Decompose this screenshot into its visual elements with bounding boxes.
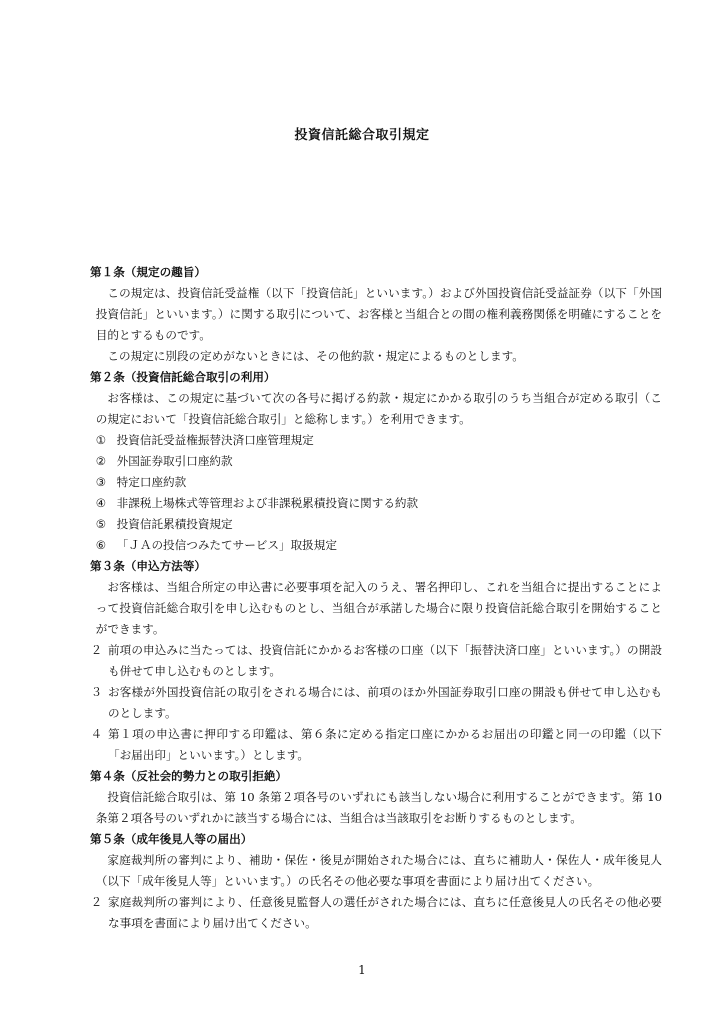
list-item-mark: ① — [95, 433, 107, 447]
numbered-clause — [90, 682, 662, 724]
list-item-mark: ④ — [95, 496, 107, 510]
article-paragraph: この規定は、投資信託受益権（以下「投資信託」といいます。）および外国投資信託受益証券（以下「外国投資信託」といいます。）に関する取引について、お客様と当組合との間の権利義務関係を明確にすることを目的とするものです。 — [95, 286, 662, 342]
list-item — [90, 472, 662, 493]
clause-text: お客様が外国投資信託の取引をされる場合には、前項のほか外国証券取引口座の開設も併せて申し込むものとします。 — [107, 685, 662, 720]
article-paragraph: この規定に別段の定めがないときには、その他約款・規定によるものとします。 — [107, 349, 524, 363]
clause-number: ４ — [90, 727, 103, 741]
clause-text: 第１項の申込書に押印する印鑑は、第６条に定める指定口座にかかるお届出の印鑑と同一の印鑑（以下「お届出印」といいます。）とします。 — [107, 727, 662, 762]
article-heading: 第２条（投資信託総合取引の利用） — [90, 370, 276, 384]
article-heading: 第４条（反社会的勢力との取引拒絶） — [90, 769, 288, 783]
list-item — [90, 514, 662, 535]
article-3 — [90, 556, 662, 766]
list-item-text: 外国証券取引口座約款 — [116, 454, 233, 468]
page-number: 1 — [358, 963, 366, 977]
article-paragraph: お客様は、当組合所定の申込書に必要事項を記入のうえ、署名押印し、これを当組合に提出することによって投資信託総合取引を申し込むものとし、当組合が承諾した場合に限り投資信託総合取引を開始することができます。 — [95, 580, 662, 636]
article-1 — [90, 262, 662, 367]
article-4 — [90, 766, 662, 829]
clause-number: ２ — [90, 895, 103, 909]
list-item — [90, 493, 662, 514]
list-item-mark: ⑥ — [95, 538, 107, 552]
article-heading: 第１条（規定の趣旨） — [90, 265, 206, 279]
numbered-clause — [90, 640, 662, 682]
document-title: 投資信託総合取引規定 — [294, 128, 430, 143]
article-heading: 第３条（申込方法等） — [90, 559, 206, 573]
document-body — [90, 262, 662, 934]
clause-number: ３ — [90, 685, 103, 699]
numbered-clause — [90, 724, 662, 766]
clause-text: 家庭裁判所の審判により、任意後見監督人の選任がされた場合には、直ちに任意後見人の氏名その他必要な事項を書面により届け出てください。 — [107, 895, 662, 930]
article-5 — [90, 829, 662, 934]
numbered-clause — [90, 892, 662, 934]
list-item-text: 特定口座約款 — [116, 475, 187, 489]
article-2 — [90, 367, 662, 556]
list-item-text: 投資信託受益権振替決済口座管理規定 — [116, 433, 314, 447]
list-item-text: 「ＪＡの投信つみたてサービス」取扱規定 — [116, 538, 337, 552]
list-item-text: 投資信託累積投資規定 — [116, 517, 233, 531]
clause-number: ２ — [90, 643, 103, 657]
article-heading: 第５条（成年後見人等の届出） — [90, 832, 253, 846]
article-paragraph: 家庭裁判所の審判により、補助・保佐・後見が開始された場合には、直ちに補助人・保佐人・成年後見人（以下「成年後見人等」といいます。）の氏名その他必要な事項を書面により届け出てください。 — [95, 853, 662, 888]
list-item — [90, 451, 662, 472]
list-item-mark: ③ — [95, 475, 107, 489]
list-item-mark: ② — [95, 454, 107, 468]
list-item — [90, 430, 662, 451]
list-item-text: 非課税上場株式等管理および非課税累積投資に関する約款 — [116, 496, 419, 510]
clause-text: 前項の申込みに当たっては、投資信託にかかるお客様の口座（以下「振替決済口座」といいます。）の開設も併せて申し込むものとします。 — [107, 643, 662, 678]
list-item-mark: ⑤ — [95, 517, 107, 531]
list-item — [90, 535, 662, 556]
article-paragraph: お客様は、この規定に基づいて次の各号に掲げる約款・規定にかかる取引のうち当組合が定める取引（この規定において「投資信託総合取引」と総称します。）を利用できます。 — [95, 391, 662, 426]
article-paragraph: 投資信託総合取引は、第 10 条第２項各号のいずれにも該当しない場合に利用することができます。第 10 条第２項各号のいずれかに該当する場合には、当組合は当該取引をお断りするものとします。 — [95, 790, 662, 825]
